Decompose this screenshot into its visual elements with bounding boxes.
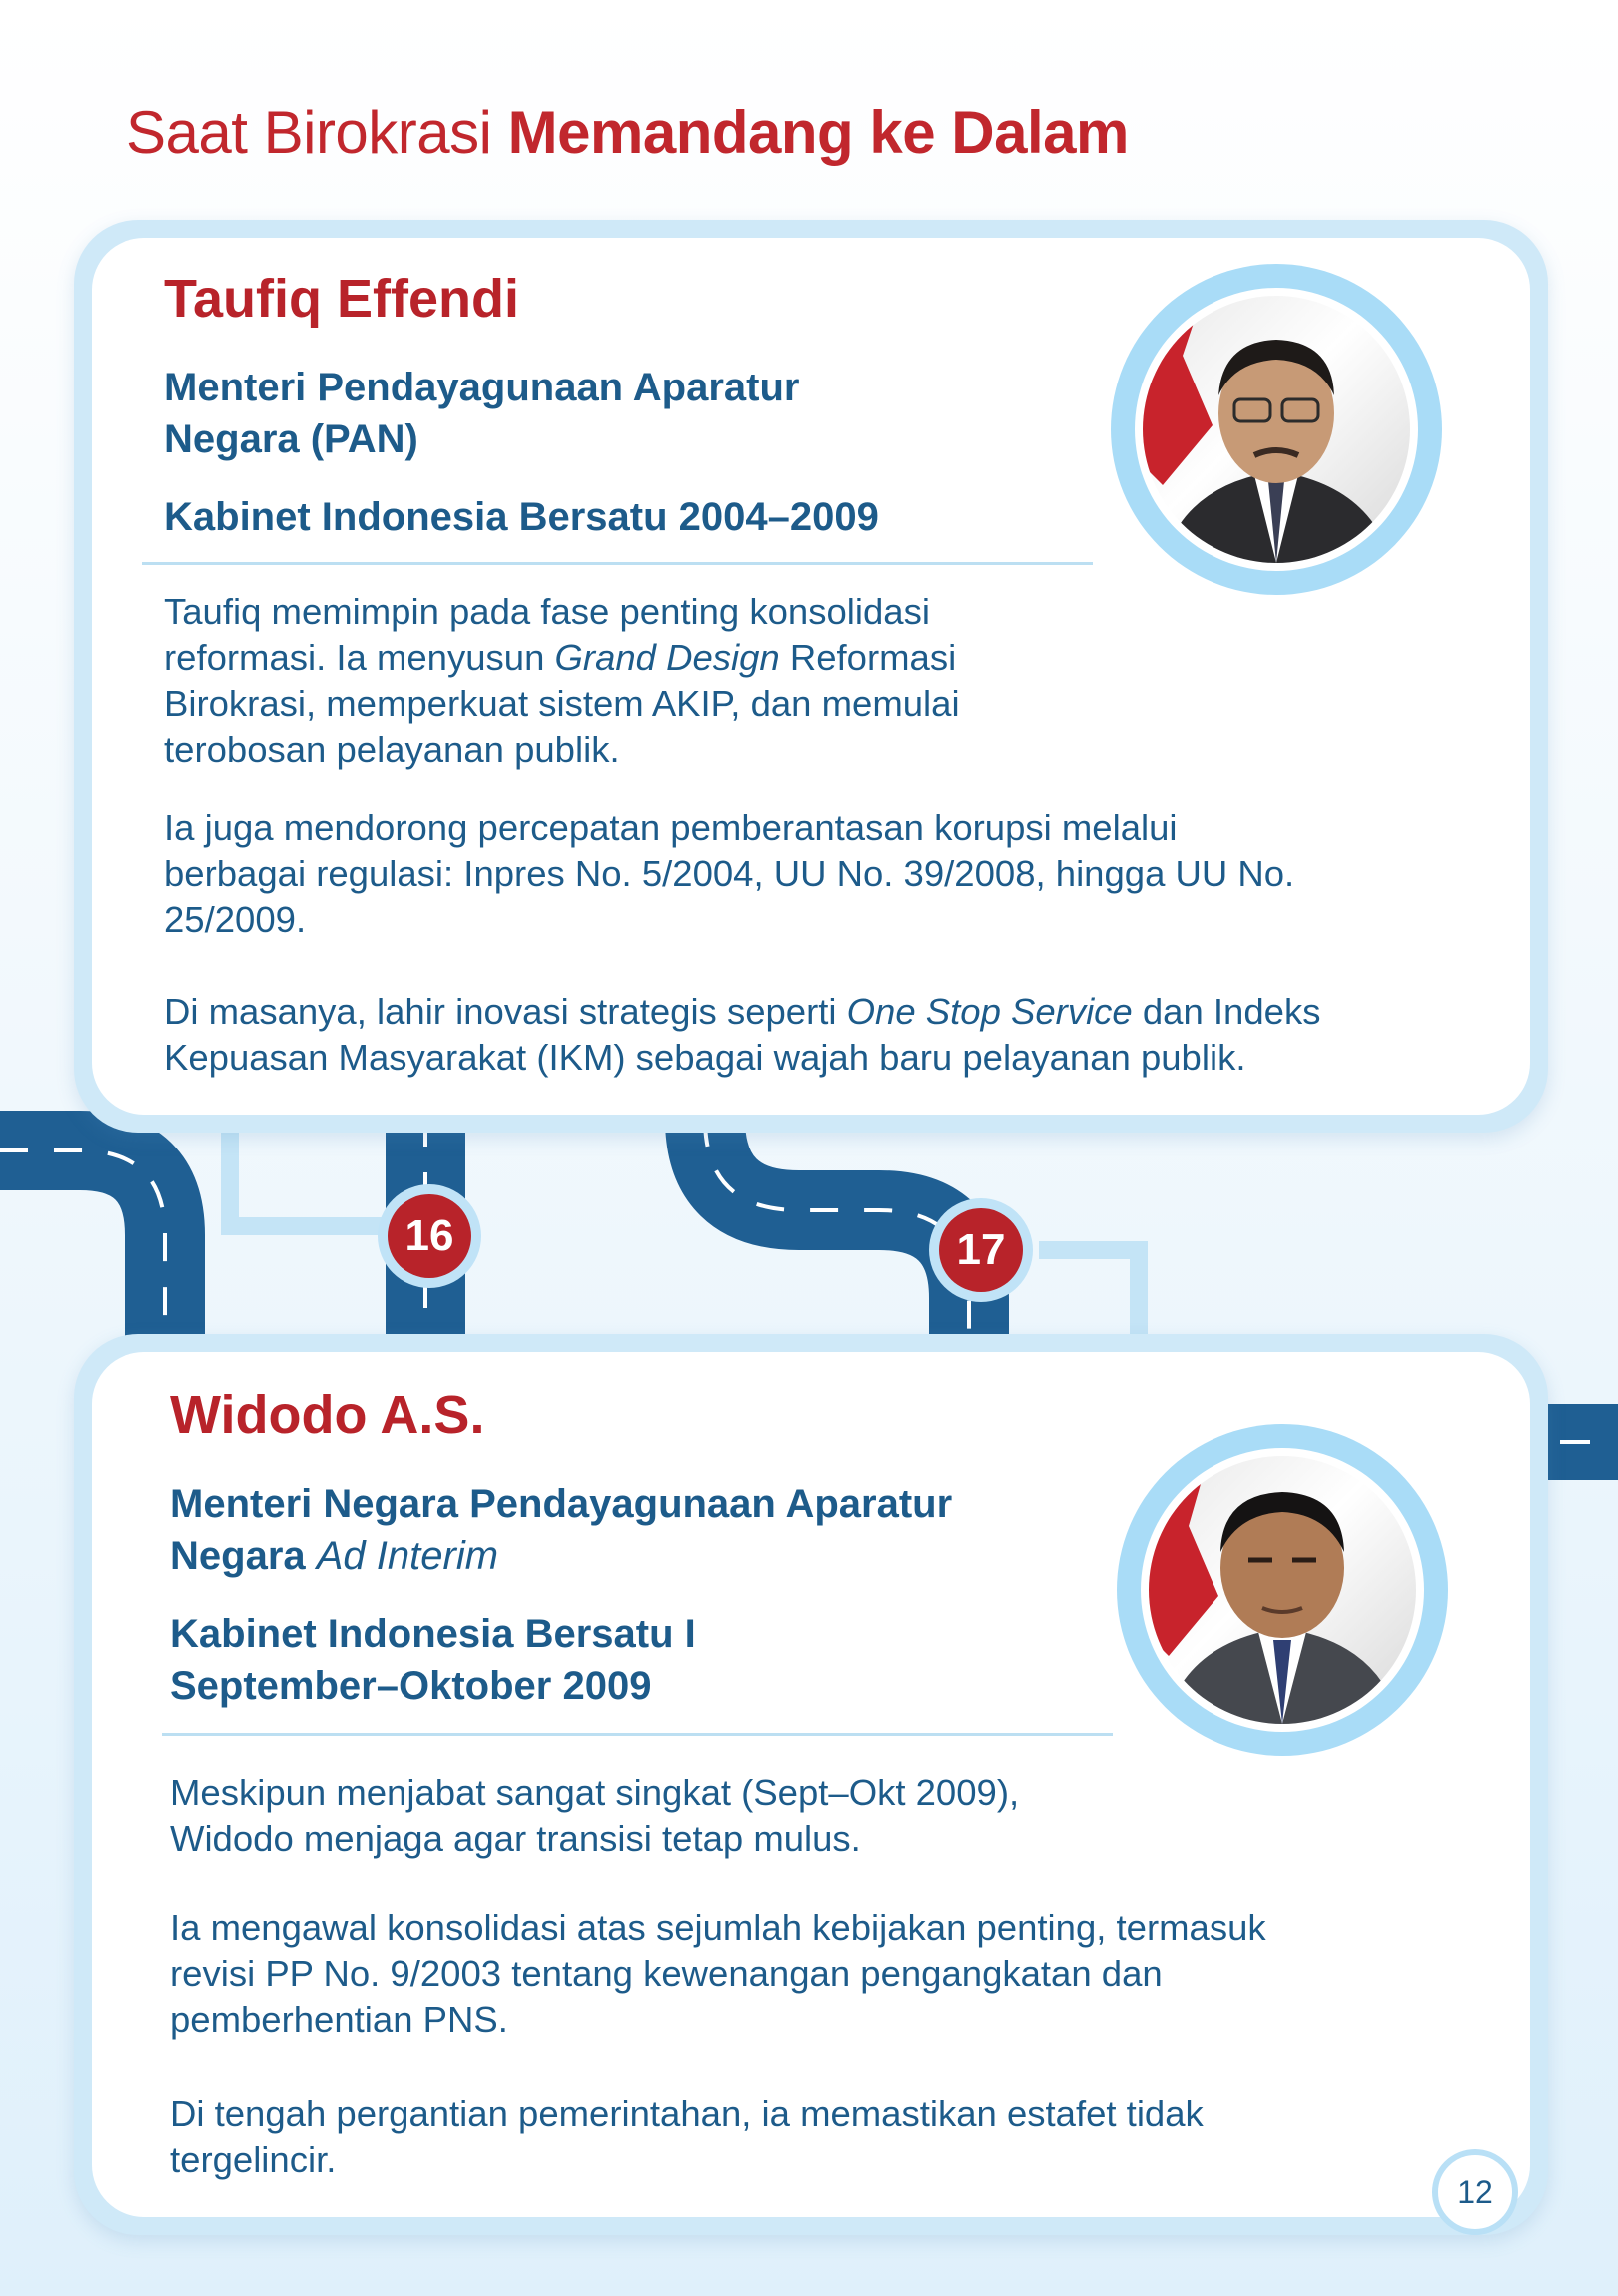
profile-name: Widodo A.S. [170, 1385, 485, 1445]
paragraph-line: pemberhentian PNS. [170, 1999, 508, 2040]
role-line: Menteri Pendayagunaan Aparatur [164, 366, 800, 409]
profile-name: Taufiq Effendi [164, 269, 519, 329]
badge-16-number: 16 [388, 1194, 471, 1278]
page-title-light: Saat Birokrasi [126, 99, 492, 166]
profile-paragraph [170, 1906, 1266, 2043]
portrait-photo-taufiq [1143, 296, 1410, 563]
paragraph-line: Taufiq memimpin pada fase penting konsolidasi [164, 591, 930, 632]
profile-role [170, 1478, 952, 1582]
paragraph-line: Ia mengawal konsolidasi atas sejumlah kebijakan penting, termasuk [170, 1908, 1266, 1948]
profile-paragraph [170, 1770, 1019, 1862]
paragraph-line: Kepuasan Masyarakat (IKM) sebagai wajah baru pelayanan publik. [164, 1037, 1246, 1078]
profile-cabinet [164, 491, 879, 543]
page-number: 12 [1432, 2149, 1518, 2235]
paragraph-line: Meskipun menjabat sangat singkat (Sept–Okt 2009), [170, 1772, 1020, 1813]
person-silhouette-icon [1149, 1456, 1416, 1724]
road-s-curve [705, 1119, 969, 1343]
paragraph-line: Widodo menjaga agar transisi tetap mulus. [170, 1818, 861, 1859]
paragraph-line: 25/2009. [164, 899, 307, 940]
timeline-badge-16 [378, 1184, 481, 1288]
profile-paragraph [164, 989, 1320, 1081]
profile-paragraph [164, 589, 960, 773]
paragraph-line: Ia juga mendorong percepatan pemberantasan korupsi melalui [164, 807, 1178, 848]
paragraph-line: berbagai regulasi: Inpres No. 5/2004, UU No. 39/2008, hingga UU No. [164, 853, 1295, 894]
cabinet-line: Kabinet Indonesia Bersatu I [170, 1612, 696, 1656]
page-title-bold: Memandang ke Dalam [507, 99, 1129, 166]
cabinet-line: September–Oktober 2009 [170, 1664, 652, 1708]
portrait-photo-widodo [1149, 1456, 1416, 1724]
person-silhouette-icon [1143, 296, 1410, 563]
cabinet-line: Kabinet Indonesia Bersatu 2004–2009 [164, 495, 879, 539]
text-run: reformasi. Ia menyusun [164, 637, 555, 678]
timeline-badge-17 [929, 1198, 1033, 1302]
italic-term: Grand Design [554, 637, 780, 678]
role-line: Menteri Negara Pendayagunaan Aparatur [170, 1482, 953, 1526]
paragraph-line: tergelincir. [170, 2139, 337, 2180]
section-divider [162, 1733, 1113, 1736]
profile-role [164, 362, 799, 465]
text-run: dan Indeks [1132, 991, 1321, 1032]
role-line: Negara (PAN) [164, 417, 418, 461]
paragraph-line [164, 989, 1320, 1035]
text-run: Reformasi [779, 637, 957, 678]
badge-17-number: 17 [939, 1208, 1023, 1292]
road-left [0, 1150, 165, 1343]
profile-cabinet [170, 1608, 696, 1712]
paragraph-line: revisi PP No. 9/2003 tentang kewenangan pengangkatan dan [170, 1953, 1163, 1994]
italic-term: Ad Interim [316, 1534, 499, 1578]
role-line [170, 1530, 952, 1582]
paragraph-line: Birokrasi, memperkuat sistem AKIP, dan memulai [164, 683, 960, 724]
text-run: Negara [170, 1534, 317, 1578]
italic-term: One Stop Service [846, 991, 1133, 1032]
text-run: Di masanya, lahir inovasi strategis seperti [164, 991, 847, 1032]
profile-paragraph [164, 805, 1294, 943]
profile-paragraph [170, 2091, 1204, 2183]
paragraph-line [164, 635, 960, 681]
paragraph-line: Di tengah pergantian pemerintahan, ia memastikan estafet tidak [170, 2093, 1204, 2134]
connector-line-17 [1039, 1250, 1139, 1338]
paragraph-line: terobosan pelayanan publik. [164, 729, 620, 770]
section-divider [142, 562, 1093, 565]
